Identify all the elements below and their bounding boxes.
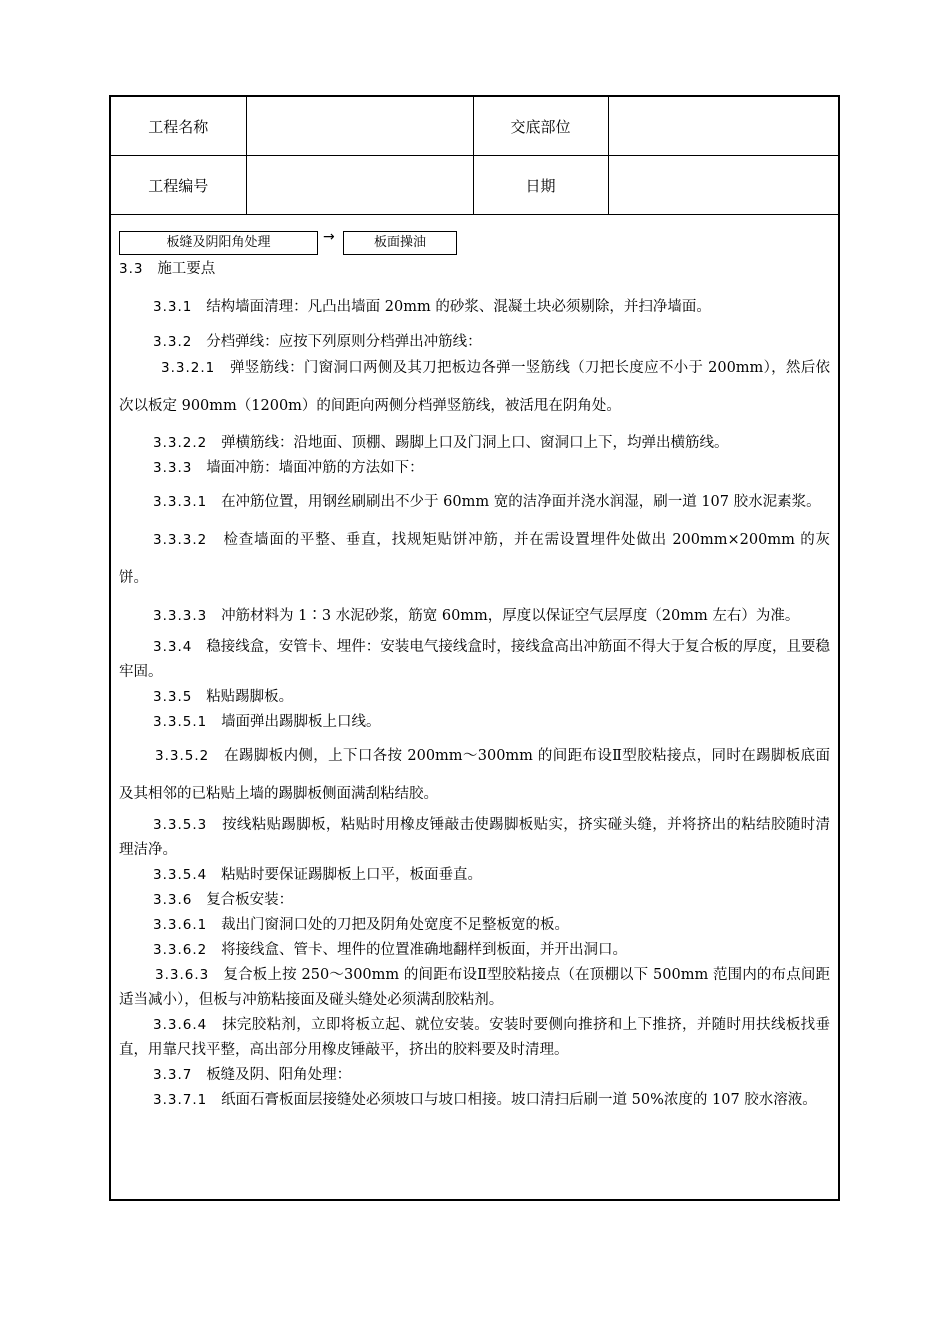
section-3-3-2-1: 3.3.2.1 弹竖筋线：门窗洞口两侧及其刀把板边各弹一竖筋线（刀把长度应不小于 200mm），然后依次以板定 900mm（1200m）的间距向两侧分档弹竖筋线，被活甩在阴角处。	[119, 360, 831, 414]
flow-step-joint-treatment: 板缝及阴阳角处理	[119, 231, 318, 255]
section-3-3-3-3: 3.3.3.3 冲筋材料为 1∶3 水泥砂浆，筋宽 60mm，厚度以保证空气层厚度（20mm 左右）为准。	[153, 608, 800, 624]
section-3-3-6-2: 3.3.6.2 将接线盒、管卡、埋件的位置准确地翻样到板面，并开出洞口。	[153, 942, 628, 958]
section-3-3-4: 3.3.4 稳接线盒，安管卡、埋件：安装电气接线盒时，接线盒高出冲筋面不得大于复合板的厚度，且要稳牢固。	[119, 639, 831, 680]
section-3-3-5: 3.3.5 粘贴踢脚板。	[153, 689, 294, 705]
section-3-3-3-2: 3.3.3.2 检查墙面的平整、垂直，找规矩贴饼冲筋，并在需设置埋件处做出 200mm×200mm 的灰饼。	[119, 532, 831, 586]
section-3-3-2-2: 3.3.2.2 弹横筋线：沿地面、顶棚、踢脚上口及门洞上口、窗洞口上下，均弹出横筋线。	[153, 435, 729, 451]
date-value[interactable]	[608, 156, 838, 215]
section-3-3-1: 3.3.1 结构墙面清理：凡凸出墙面 20mm 的砂浆、混凝土块必须剔除，并扫净墙面。	[153, 299, 711, 315]
construction-points	[119, 257, 830, 1113]
project-no-label: 工程编号	[111, 156, 246, 215]
document-frame	[109, 95, 840, 1201]
section-3-3-5-3: 3.3.5.3 按线粘贴踢脚板，粘贴时用橡皮锤敲击使踢脚板贴实，挤实碰头缝，并将挤出的粘结胶随时清理洁净。	[119, 817, 831, 858]
flow-arrow-icon: →	[323, 229, 335, 245]
section-3-3-7: 3.3.7 板缝及阴、阳角处理：	[153, 1067, 352, 1083]
project-name-label: 工程名称	[111, 97, 246, 156]
section-3-3-3-1: 3.3.3.1 在冲筋位置，用钢丝刷刷出不少于 60mm 宽的洁净面并浇水润湿，刷一道 107 胶水泥素浆。	[153, 494, 821, 510]
project-name-value[interactable]	[246, 97, 473, 156]
section-3-3-6-1: 3.3.6.1 裁出门窗洞口处的刀把及阴角处宽度不足整板宽的板。	[153, 917, 570, 933]
section-heading: 3.3 施工要点	[119, 261, 216, 277]
project-no-value[interactable]	[246, 156, 473, 215]
flow-divider	[119, 214, 454, 215]
location-label: 交底部位	[473, 97, 608, 156]
section-3-3-2: 3.3.2 分档弹线：应按下列原则分档弹出冲筋线：	[153, 334, 482, 350]
section-3-3-6: 3.3.6 复合板安装：	[153, 892, 294, 908]
section-3-3-6-3: 3.3.6.3 复合板上按 250～300mm 的间距布设Ⅱ型胶粘接点（在顶棚以下 500mm 范围内的布点间距适当减小），但板与冲筋粘接面及碰头缝处必须满刮胶粘剂。	[119, 967, 830, 1008]
flow-step-oiling: 板面操油	[343, 231, 457, 255]
section-3-3-5-2: 3.3.5.2 在踢脚板内侧，上下口各按 200mm～300mm 的间距布设Ⅱ型胶粘接点，同时在踢脚板底面及其相邻的已粘贴上墙的踢脚板侧面满刮粘结胶。	[119, 748, 831, 802]
header-table	[111, 97, 838, 215]
section-3-3-5-1: 3.3.5.1 墙面弹出踢脚板上口线。	[153, 714, 381, 730]
date-label: 日期	[473, 156, 608, 215]
section-3-3-5-4: 3.3.5.4 粘贴时要保证踢脚板上口平，板面垂直。	[153, 867, 483, 883]
section-3-3-3: 3.3.3 墙面冲筋：墙面冲筋的方法如下：	[153, 460, 424, 476]
section-3-3-6-4: 3.3.6.4 抹完胶粘剂，立即将板立起、就位安装。安装时要侧向推挤和上下推挤，并随时用扶线板找垂直，用靠尺找平整，高出部分用橡皮锤敲平，挤出的胶料要及时清理。	[119, 1017, 831, 1058]
location-value[interactable]	[608, 97, 838, 156]
section-3-3-7-1: 3.3.7.1 纸面石膏板面层接缝处必须坡口与坡口相接。坡口清扫后刷一道 50%浓度的 107 胶水溶液。	[153, 1092, 817, 1108]
